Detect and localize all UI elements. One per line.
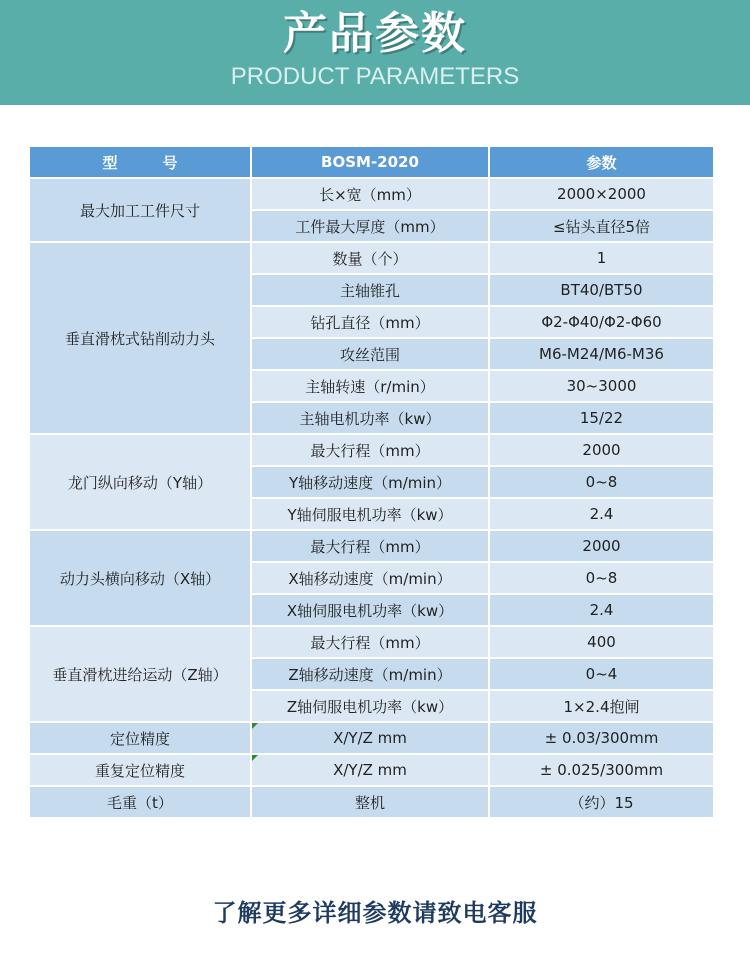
param-value: 1×2.4抱闸 <box>489 690 714 722</box>
param-item: 最大行程（mm） <box>251 434 489 466</box>
param-value: ± 0.025/300mm <box>489 754 714 786</box>
param-value: 0~8 <box>489 562 714 594</box>
param-value: 30~3000 <box>489 370 714 402</box>
parameters-table <box>28 145 715 819</box>
param-value: ≤钻头直径5倍 <box>489 210 714 242</box>
group-label: 最大加工工件尺寸 <box>29 178 251 242</box>
contact-note: 了解更多详细参数请致电客服 <box>212 899 538 927</box>
param-item: 最大行程（mm） <box>251 530 489 562</box>
param-item: 攻丝范围 <box>251 338 489 370</box>
param-value: 0~8 <box>489 466 714 498</box>
group-label: 毛重（t） <box>29 786 251 818</box>
param-item: 主轴转速（r/min） <box>251 370 489 402</box>
param-item-text: X/Y/Z mm <box>333 761 407 779</box>
table-row <box>29 754 714 786</box>
param-value: 2000 <box>489 530 714 562</box>
param-item <box>251 722 489 754</box>
page-title: 产品参数 <box>283 8 467 59</box>
table-row <box>29 530 714 562</box>
table-row <box>29 242 714 274</box>
group-label: 动力头横向移动（X轴） <box>29 530 251 626</box>
param-value: （约）15 <box>489 786 714 818</box>
param-value: 2.4 <box>489 594 714 626</box>
param-value: 0~4 <box>489 658 714 690</box>
param-item: 工件最大厚度（mm） <box>251 210 489 242</box>
param-item: Y轴伺服电机功率（kw） <box>251 498 489 530</box>
page-subtitle: PRODUCT PARAMETERS <box>230 63 520 90</box>
param-value: 2000×2000 <box>489 178 714 210</box>
table-row <box>29 786 714 818</box>
table-row <box>29 178 714 210</box>
param-item: Y轴移动速度（m/min） <box>251 466 489 498</box>
param-value: Φ2-Φ40/Φ2-Φ60 <box>489 306 714 338</box>
param-value: ± 0.03/300mm <box>489 722 714 754</box>
table-row <box>29 722 714 754</box>
group-label: 定位精度 <box>29 722 251 754</box>
param-value: M6-M24/M6-M36 <box>489 338 714 370</box>
group-label: 重复定位精度 <box>29 754 251 786</box>
header-model-number: BOSM-2020 <box>251 146 489 178</box>
header-params: 参数 <box>489 146 714 178</box>
table-row <box>29 626 714 658</box>
cell-marker-icon <box>252 723 258 729</box>
param-item: X轴移动速度（m/min） <box>251 562 489 594</box>
param-value: 400 <box>489 626 714 658</box>
param-item-text: X/Y/Z mm <box>333 729 407 747</box>
param-item: 主轴电机功率（kw） <box>251 402 489 434</box>
header-banner <box>0 0 750 105</box>
param-item: 主轴锥孔 <box>251 274 489 306</box>
param-value: 2.4 <box>489 498 714 530</box>
header-model: 型 号 <box>29 146 251 178</box>
param-value: 15/22 <box>489 402 714 434</box>
param-item: 钻孔直径（mm） <box>251 306 489 338</box>
param-item: 长×宽（mm） <box>251 178 489 210</box>
group-label: 垂直滑枕式钻削动力头 <box>29 242 251 434</box>
group-label: 龙门纵向移动（Y轴） <box>29 434 251 530</box>
param-value: 2000 <box>489 434 714 466</box>
group-label: 垂直滑枕进给运动（Z轴） <box>29 626 251 722</box>
param-value: 1 <box>489 242 714 274</box>
param-item: Z轴伺服电机功率（kw） <box>251 690 489 722</box>
param-item: 数量（个） <box>251 242 489 274</box>
cell-marker-icon <box>252 755 258 761</box>
param-value: BT40/BT50 <box>489 274 714 306</box>
table-header-row <box>29 146 714 178</box>
param-item: X轴伺服电机功率（kw） <box>251 594 489 626</box>
param-item: 整机 <box>251 786 489 818</box>
param-item: Z轴移动速度（m/min） <box>251 658 489 690</box>
table-row <box>29 434 714 466</box>
param-item: 最大行程（mm） <box>251 626 489 658</box>
param-item <box>251 754 489 786</box>
